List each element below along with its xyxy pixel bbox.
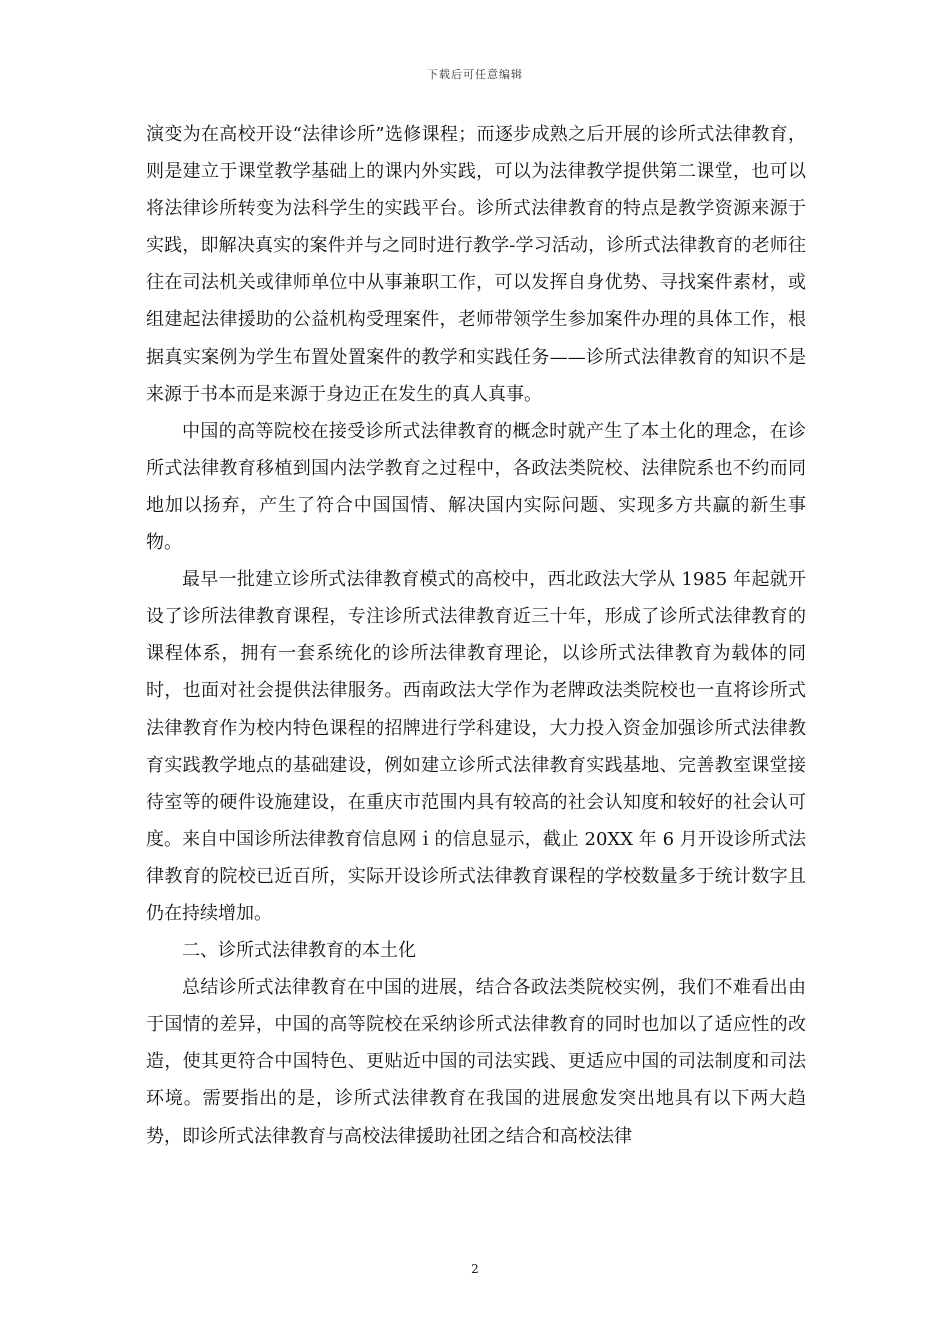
paragraph-early-universities: 最早一批建立诊所式法律教育模式的高校中，西北政法大学从 1985 年起就开设了诊所法律教育课程，专注诊所式法律教育近三十年，形成了诊所式法律教育的课程体系，拥有一套系统化的诊所法律教育理论，以诊所式法律教育为载体的同时，也面对社会提供法律服务。西南政法大学作为老牌政法类院校也一直将诊所式法律教育作为校内特色课程的招牌进行学科建设，大力投入资金加强诊所式法律教育实践教学地点的基础建设，例如建立诊所式法律教育实践基地、完善教室课堂接待室等的硬件设施建设，在重庆市范围内具有较高的社会认知度和较好的社会认可度。来自中国诊所法律教育信息网ｉ的信息显示，截止 20XX 年 6 月开设诊所式法律教育的院校已近百所，实际开设诊所式法律教育课程的学校数量多于统计数字且仍在持续增加。	[146, 569, 806, 924]
paragraph-summary: 总结诊所式法律教育在中国的进展，结合各政法类院校实例，我们不难看出由于国情的差异，中国的高等院校在采纳诊所式法律教育的同时也加以了适应性的改造，使其更符合中国特色、更贴近中国的司法实践、更适应中国的司法制度和司法环境。需要指出的是，诊所式法律教育在我国的进展愈发突出地具有以下两大趋势，即诊所式法律教育与高校法律援助社团之结合和高校法律	[146, 977, 806, 1147]
page-header: 下载后可任意编辑	[427, 68, 523, 81]
paragraph-localization-concept: 中国的高等院校在接受诊所式法律教育的概念时就产生了本土化的理念，在诊所式法律教育移植到国内法学教育之过程中，各政法类院校、法律院系也不约而同地加以扬弃，产生了符合中国国情、解决国内实际问题、实现多方共赢的新生事物。	[146, 420, 806, 554]
paragraph-continuation: 演变为在高校开设“法律诊所”选修课程；而逐步成熟之后开展的诊所式法律教育，则是建立于课堂教学基础上的课内外实践，可以为法律教学提供第二课堂，也可以将法律诊所转变为法科学生的实践平台。诊所式法律教育的特点是教学资源来源于实践，即解决真实的案件并与之同时进行教学-学习活动，诊所式法律教育的老师往往在司法机关或律师单位中从事兼职工作，可以发挥自身优势、寻找案件素材，或组建起法律援助的公益机构受理案件，老师带领学生参加案件办理的具体工作，根据真实案例为学生布置处置案件的教学和实践任务——诊所式法律教育的知识不是来源于书本而是来源于身边正在发生的真人真事。	[146, 124, 806, 405]
document-body	[146, 116, 806, 1155]
page-number: 2	[471, 1262, 479, 1276]
section-heading: 二、诊所式法律教育的本土化	[182, 940, 416, 962]
